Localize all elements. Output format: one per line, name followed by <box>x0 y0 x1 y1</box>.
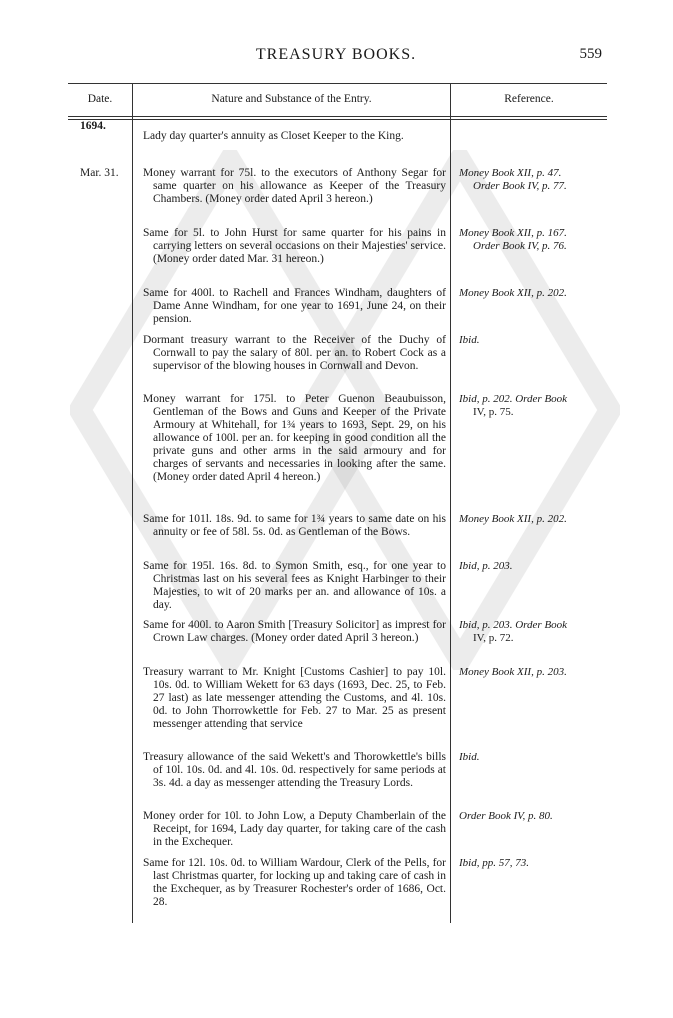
entry-text: Same for 195l. 16s. 8d. to Symon Smith, esq., for one year to Christmas last on his several fees as Knight Harbinger to their Majesties, to wit of 20 marks per an. and allowance of 10s. a day. <box>143 560 446 611</box>
entry-reference <box>459 560 605 573</box>
entry-reference <box>459 393 605 419</box>
reference-line: Ibid, p. 203. <box>459 560 513 572</box>
reference-line: IV, p. 75. <box>473 406 514 418</box>
entry-text: Money order for 10l. to John Low, a Deputy Chamberlain of the Receipt, for 1694, Lady day quarter, for taking care of the cash in the Exchequer. <box>143 810 446 848</box>
table-top-rule <box>68 83 607 84</box>
reference-line: Ibid, pp. 57, 73. <box>459 857 529 869</box>
entry-reference <box>459 857 605 870</box>
reference-line: IV, p. 72. <box>473 632 514 644</box>
entry-text: Same for 400l. to Aaron Smith [Treasury Solicitor] as imprest for Crown Law charges. (Money order dated April 3 hereon.) <box>143 619 446 644</box>
entry-text: Same for 400l. to Rachell and Frances Windham, daughters of Dame Anne Windham, for one year to 1691, June 24, on their pension. <box>143 287 446 325</box>
entry-text: Treasury allowance of the said Wekett's and Thorowkettle's bills of 10l. 10s. 0d. and 4l. 10s. 0d. respectively for same periods at 3s. 4d. a day as messenger attending the Treasury Lords. <box>143 751 446 789</box>
reference-line: Order Book IV, p. 76. <box>473 240 567 252</box>
entry-reference <box>459 513 605 526</box>
entry-reference <box>459 334 605 347</box>
entries-table <box>68 83 607 923</box>
reference-line: Money Book XII, p. 47. <box>459 167 562 179</box>
reference-line: Ibid. <box>459 334 480 346</box>
entry-text: Same for 101l. 18s. 9d. to same for 1¾ years to same date on his annuity or fee of 58l. 5s. 0d. as Gentleman of the Bows. <box>143 513 446 538</box>
reference-line: Order Book IV, p. 80. <box>459 810 553 822</box>
entry-reference <box>459 810 605 823</box>
reference-line: Order Book IV, p. 77. <box>473 180 567 192</box>
entry-text: Dormant treasury warrant to the Receiver of the Duchy of Cornwall to pay the salary of 80l. per an. to Robert Cock as a supervisor of the blowing houses in Cornwall and Devon. <box>143 334 446 372</box>
entry-reference <box>459 751 605 764</box>
running-head <box>66 46 606 68</box>
reference-line: Money Book XII, p. 203. <box>459 666 567 678</box>
reference-line: Ibid. <box>459 751 480 763</box>
entry-text: Same for 5l. to John Hurst for same quarter for his pains in carrying letters on several occasions on their Majesties' service. (Money order dated Mar. 31 hereon.) <box>143 227 446 265</box>
reference-line: Money Book XII, p. 167. <box>459 227 567 239</box>
entry-date: Mar. 31. <box>80 167 119 179</box>
entry-reference <box>459 287 605 300</box>
year-label: 1694. <box>80 120 106 132</box>
reference-line: Money Book XII, p. 202. <box>459 287 567 299</box>
entry-reference <box>459 167 605 193</box>
header-rule <box>68 116 607 120</box>
entry-reference <box>459 619 605 645</box>
entry-text: Money warrant for 75l. to the executors of Anthony Segar for same quarter on his allowance as Keeper of the Treasury Chambers. (Money order dated April 3 hereon.) <box>143 167 446 205</box>
reference-line: Ibid, p. 202. Order Book <box>459 393 568 405</box>
reference-line: Money Book XII, p. 202. <box>459 513 567 525</box>
entry-text: Lady day quarter's annuity as Closet Keeper to the King. <box>143 130 404 142</box>
entry-reference <box>459 227 605 253</box>
column-divider-date <box>132 83 133 923</box>
entry-text: Money warrant for 175l. to Peter Guenon Beaubuisson, Gentleman of the Bows and Guns and Keeper of the Private Armoury at Whitehall, for 1¾ years to 1693, Sept. 29, on his allowance of 100l. per an. for keeping in good condition all the private guns and other arms in the said armoury and for charges of servants and necessaries in looking after the same. (Money order dated April 4 hereon.) <box>143 393 446 483</box>
running-title: TREASURY BOOKS. <box>255 46 417 63</box>
entry-text: Treasury warrant to Mr. Knight [Customs Cashier] to pay 10l. 10s. 0d. to William Wekett for 63 days (1693, Dec. 25, to Feb. 27 last) as late messenger attending the Customs, and 4l. 10s. 0d. to John Thorrowkettle for Feb. 27 to Mar. 25 as present messenger attending that service <box>143 666 446 730</box>
page-number: 559 <box>579 46 602 62</box>
column-header-nature: Nature and Substance of the Entry. <box>211 93 372 105</box>
entry-reference <box>459 666 605 679</box>
entry-text: Same for 12l. 10s. 0d. to William Wardour, Clerk of the Pells, for last Christmas quarter, for locking up and taking care of cash in the Exchequer, as by Treasurer Rochester's order of 1686, Oct. 28. <box>143 857 446 908</box>
reference-line: Ibid, p. 203. Order Book <box>459 619 568 631</box>
column-header-date: Date. <box>87 93 113 105</box>
column-header-reference: Reference. <box>504 93 554 105</box>
column-divider-reference <box>450 83 451 923</box>
